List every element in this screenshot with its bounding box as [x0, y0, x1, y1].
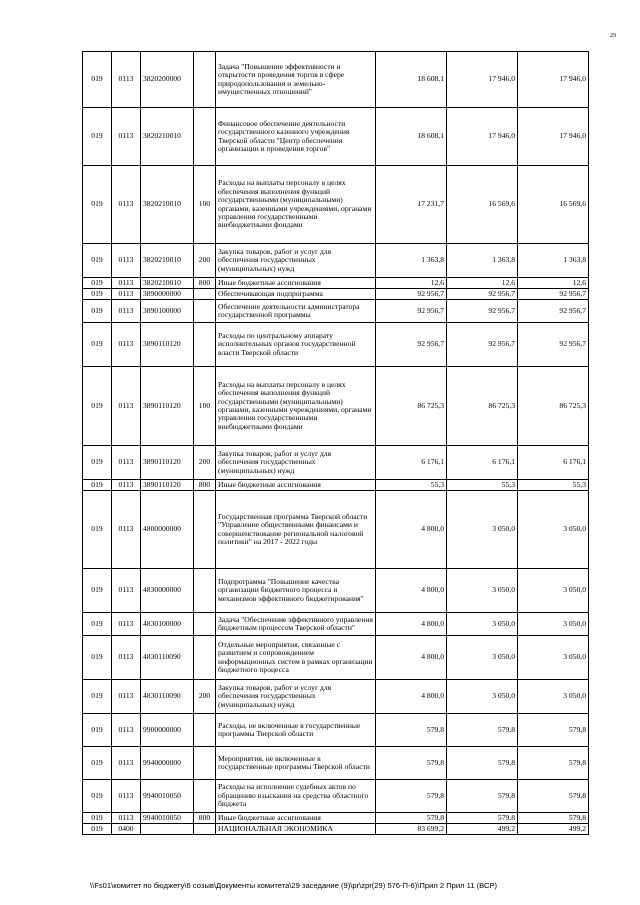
table-row [83, 780, 589, 813]
table-row [83, 446, 589, 480]
cell-amount-1: 1 363,8 [376, 244, 447, 278]
cell-amount-2: 3 050,0 [447, 491, 518, 569]
cell-ved: 019 [83, 613, 112, 636]
cell-name: Государственная программа Тверской области "Управление общественными финансами и совершенствование региональной налоговой политики" на 2017 - 2022 годы [216, 491, 376, 569]
cell-target-article: 3820210010 [141, 278, 194, 289]
cell-amount-1: 4 800,0 [376, 613, 447, 636]
cell-amount-2: 55,3 [447, 480, 518, 491]
cell-ved: 019 [83, 52, 112, 108]
cell-amount-2: 3 050,0 [447, 636, 518, 680]
cell-amount-1: 83 699,2 [376, 824, 447, 835]
cell-ved: 019 [83, 166, 112, 244]
cell-ved: 019 [83, 714, 112, 747]
cell-expense-type: 100 [194, 367, 216, 446]
cell-ved: 019 [83, 480, 112, 491]
cell-ved: 019 [83, 289, 112, 300]
cell-expense-type [194, 289, 216, 300]
cell-ved: 019 [83, 824, 112, 835]
cell-amount-1: 4 800,0 [376, 680, 447, 714]
table-row [83, 569, 589, 613]
cell-amount-1: 4 800,0 [376, 491, 447, 569]
cell-amount-3: 17 946,0 [518, 52, 589, 108]
cell-target-article: 9940000000 [141, 747, 194, 780]
cell-amount-2: 17 946,0 [447, 108, 518, 166]
cell-amount-1: 18 608,1 [376, 108, 447, 166]
cell-amount-3: 92 956,7 [518, 300, 589, 323]
cell-amount-2: 1 363,8 [447, 244, 518, 278]
cell-expense-type [194, 613, 216, 636]
cell-amount-3: 17 946,0 [518, 108, 589, 166]
cell-amount-2: 3 050,0 [447, 569, 518, 613]
cell-expense-type [194, 747, 216, 780]
cell-amount-2: 16 569,6 [447, 166, 518, 244]
cell-section: 0113 [112, 636, 141, 680]
cell-ved: 019 [83, 569, 112, 613]
cell-amount-1: 92 956,7 [376, 289, 447, 300]
cell-expense-type: 800 [194, 813, 216, 824]
cell-amount-2: 92 956,7 [447, 300, 518, 323]
cell-name: Иные бюджетные ассигнования [216, 278, 376, 289]
cell-name: Закупка товаров, работ и услуг для обеспечения государственных (муниципальных) нужд [216, 446, 376, 480]
table-row [83, 108, 589, 166]
cell-name: Задача "Повышение эффективности и открытости проведения торгов в сфере природопользования и земельно-имущественных отношений" [216, 52, 376, 108]
budget-table [82, 51, 589, 835]
cell-section: 0113 [112, 480, 141, 491]
cell-target-article: 3820210010 [141, 244, 194, 278]
cell-amount-3: 1 363,8 [518, 244, 589, 278]
table-row [83, 166, 589, 244]
cell-amount-3: 92 956,7 [518, 323, 589, 367]
cell-name: Иные бюджетные ассигнования [216, 480, 376, 491]
cell-expense-type: 200 [194, 446, 216, 480]
cell-section: 0113 [112, 813, 141, 824]
cell-name: Обеспечение деятельности администратора государственной программы [216, 300, 376, 323]
cell-target-article: 3890110120 [141, 446, 194, 480]
cell-expense-type [194, 491, 216, 569]
cell-target-article: 3820210010 [141, 108, 194, 166]
cell-section: 0113 [112, 780, 141, 813]
cell-name: Закупка товаров, работ и услуг для обеспечения государственных (муниципальных) нужд [216, 244, 376, 278]
cell-amount-1: 6 176,1 [376, 446, 447, 480]
cell-expense-type [194, 824, 216, 835]
cell-amount-1: 579,8 [376, 714, 447, 747]
cell-section: 0113 [112, 680, 141, 714]
cell-section: 0113 [112, 244, 141, 278]
cell-name: НАЦИОНАЛЬНАЯ ЭКОНОМИКА [216, 824, 376, 835]
cell-ved: 019 [83, 323, 112, 367]
cell-amount-2: 579,8 [447, 747, 518, 780]
cell-expense-type [194, 569, 216, 613]
cell-amount-2: 579,8 [447, 813, 518, 824]
cell-ved: 019 [83, 491, 112, 569]
cell-expense-type [194, 636, 216, 680]
cell-name: Финансовое обеспечение деятельности государственного казенного учреждения Тверской области "Центр обеспечения организации и проведения торгов" [216, 108, 376, 166]
cell-amount-2: 17 946,0 [447, 52, 518, 108]
table-row [83, 813, 589, 824]
cell-section: 0113 [112, 747, 141, 780]
cell-amount-1: 92 956,7 [376, 300, 447, 323]
cell-amount-2: 3 050,0 [447, 680, 518, 714]
cell-target-article: 4830110090 [141, 636, 194, 680]
cell-expense-type [194, 108, 216, 166]
page-number: 29 [610, 33, 616, 39]
cell-name: Иные бюджетные ассигнования [216, 813, 376, 824]
cell-amount-2: 3 050,0 [447, 613, 518, 636]
cell-expense-type: 800 [194, 480, 216, 491]
cell-amount-2: 86 725,3 [447, 367, 518, 446]
cell-section: 0113 [112, 300, 141, 323]
cell-amount-1: 4 800,0 [376, 636, 447, 680]
cell-amount-1: 579,8 [376, 780, 447, 813]
cell-expense-type [194, 780, 216, 813]
cell-ved: 019 [83, 636, 112, 680]
cell-target-article: 3890110120 [141, 480, 194, 491]
cell-expense-type: 200 [194, 680, 216, 714]
cell-amount-2: 499,2 [447, 824, 518, 835]
cell-amount-2: 579,8 [447, 780, 518, 813]
cell-target-article: 3890100000 [141, 300, 194, 323]
cell-expense-type [194, 300, 216, 323]
table-row [83, 367, 589, 446]
cell-target-article [141, 824, 194, 835]
cell-target-article: 3890110120 [141, 367, 194, 446]
cell-ved: 019 [83, 300, 112, 323]
cell-amount-1: 12,6 [376, 278, 447, 289]
cell-name: Задача "Обеспечение эффективного управления бюджетным процессом Тверской области" [216, 613, 376, 636]
table-row [83, 491, 589, 569]
cell-name: Расходы на выплаты персоналу в целях обеспечения выполнения функций государственными (муниципальными) органами, казенными учреждениями, органами управления государственными внебюджетными фондами [216, 367, 376, 446]
cell-target-article: 4830000000 [141, 569, 194, 613]
table-row [83, 323, 589, 367]
cell-target-article: 4830110090 [141, 680, 194, 714]
table-row [83, 613, 589, 636]
cell-target-article: 4800000000 [141, 491, 194, 569]
cell-amount-2: 6 176,1 [447, 446, 518, 480]
cell-amount-1: 4 800,0 [376, 569, 447, 613]
cell-ved: 019 [83, 747, 112, 780]
cell-ved: 019 [83, 108, 112, 166]
cell-name: Закупка товаров, работ и услуг для обеспечения государственных (муниципальных) нужд [216, 680, 376, 714]
cell-amount-3: 86 725,3 [518, 367, 589, 446]
cell-amount-3: 3 050,0 [518, 680, 589, 714]
cell-amount-3: 12,6 [518, 278, 589, 289]
cell-name: Расходы, не включенные в государственные программы Тверской области [216, 714, 376, 747]
cell-amount-2: 92 956,7 [447, 323, 518, 367]
cell-target-article: 9940010050 [141, 780, 194, 813]
cell-section: 0113 [112, 278, 141, 289]
table-row [83, 824, 589, 835]
cell-section: 0113 [112, 491, 141, 569]
cell-expense-type [194, 52, 216, 108]
cell-amount-3: 499,2 [518, 824, 589, 835]
cell-ved: 019 [83, 446, 112, 480]
cell-amount-2: 579,8 [447, 714, 518, 747]
cell-section: 0113 [112, 52, 141, 108]
cell-target-article: 3890110120 [141, 323, 194, 367]
cell-amount-1: 579,8 [376, 747, 447, 780]
cell-expense-type: 200 [194, 244, 216, 278]
cell-amount-3: 579,8 [518, 714, 589, 747]
cell-amount-3: 16 569,6 [518, 166, 589, 244]
cell-expense-type [194, 323, 216, 367]
cell-amount-3: 3 050,0 [518, 569, 589, 613]
cell-section: 0113 [112, 108, 141, 166]
cell-amount-1: 579,8 [376, 813, 447, 824]
cell-amount-3: 579,8 [518, 813, 589, 824]
cell-section: 0400 [112, 824, 141, 835]
cell-target-article: 9940010050 [141, 813, 194, 824]
cell-ved: 019 [83, 780, 112, 813]
file-path-footer: \\Fs01\комитет по бюджету\6 созыв\Документы комитета\29 заседание (9)\pr\zpr(29) 576-П-6)\Прил 2 Прил 11 (ВСР) [90, 881, 498, 890]
table-row [83, 289, 589, 300]
cell-target-article: 9900000000 [141, 714, 194, 747]
cell-name: Подпрограмма "Повышение качества организации бюджетного процесса и механизмов эффективного бюджетирования" [216, 569, 376, 613]
cell-amount-3: 579,8 [518, 747, 589, 780]
cell-section: 0113 [112, 714, 141, 747]
table-row [83, 278, 589, 289]
cell-amount-1: 92 956,7 [376, 323, 447, 367]
cell-expense-type [194, 714, 216, 747]
cell-ved: 019 [83, 244, 112, 278]
cell-target-article: 4830100000 [141, 613, 194, 636]
cell-ved: 019 [83, 367, 112, 446]
table-row [83, 244, 589, 278]
cell-amount-3: 6 176,1 [518, 446, 589, 480]
table-row [83, 636, 589, 680]
cell-amount-2: 12,6 [447, 278, 518, 289]
cell-ved: 019 [83, 278, 112, 289]
cell-section: 0113 [112, 289, 141, 300]
cell-name: Мероприятия, не включенные в государственные программы Тверской области [216, 747, 376, 780]
cell-amount-2: 92 956,7 [447, 289, 518, 300]
cell-section: 0113 [112, 569, 141, 613]
cell-name: Расходы на исполнение судебных актов по обращению взыскания на средства областного бюджета [216, 780, 376, 813]
cell-ved: 019 [83, 680, 112, 714]
cell-amount-3: 3 050,0 [518, 613, 589, 636]
cell-amount-3: 92 956,7 [518, 289, 589, 300]
cell-amount-3: 55,3 [518, 480, 589, 491]
table-row [83, 480, 589, 491]
cell-name: Отдельные мероприятия, связанные с развитием и сопровождением информационных систем в рамках организации бюджетного процесса [216, 636, 376, 680]
cell-amount-1: 55,3 [376, 480, 447, 491]
cell-target-article: 3820210010 [141, 166, 194, 244]
cell-amount-3: 579,8 [518, 780, 589, 813]
cell-name: Расходы на выплаты персоналу в целях обеспечения выполнения функций государственными (муниципальными) органами, казенными учреждениями, органами управления государственными внебюджетными фондами [216, 166, 376, 244]
cell-amount-3: 3 050,0 [518, 491, 589, 569]
cell-amount-3: 3 050,0 [518, 636, 589, 680]
cell-ved: 019 [83, 813, 112, 824]
table-row [83, 52, 589, 108]
cell-expense-type: 100 [194, 166, 216, 244]
cell-name: Расходы по центральному аппарату исполнительных органов государственной власти Тверской области [216, 323, 376, 367]
table-row [83, 747, 589, 780]
table-row [83, 300, 589, 323]
cell-name: Обеспечивающая подпрограмма [216, 289, 376, 300]
cell-section: 0113 [112, 613, 141, 636]
table-row [83, 680, 589, 714]
cell-target-article: 3890000000 [141, 289, 194, 300]
cell-amount-1: 17 231,7 [376, 166, 447, 244]
cell-section: 0113 [112, 446, 141, 480]
cell-expense-type: 800 [194, 278, 216, 289]
table-row [83, 714, 589, 747]
cell-amount-1: 18 608,1 [376, 52, 447, 108]
cell-section: 0113 [112, 323, 141, 367]
cell-amount-1: 86 725,3 [376, 367, 447, 446]
cell-target-article: 3820200000 [141, 52, 194, 108]
cell-section: 0113 [112, 367, 141, 446]
cell-section: 0113 [112, 166, 141, 244]
